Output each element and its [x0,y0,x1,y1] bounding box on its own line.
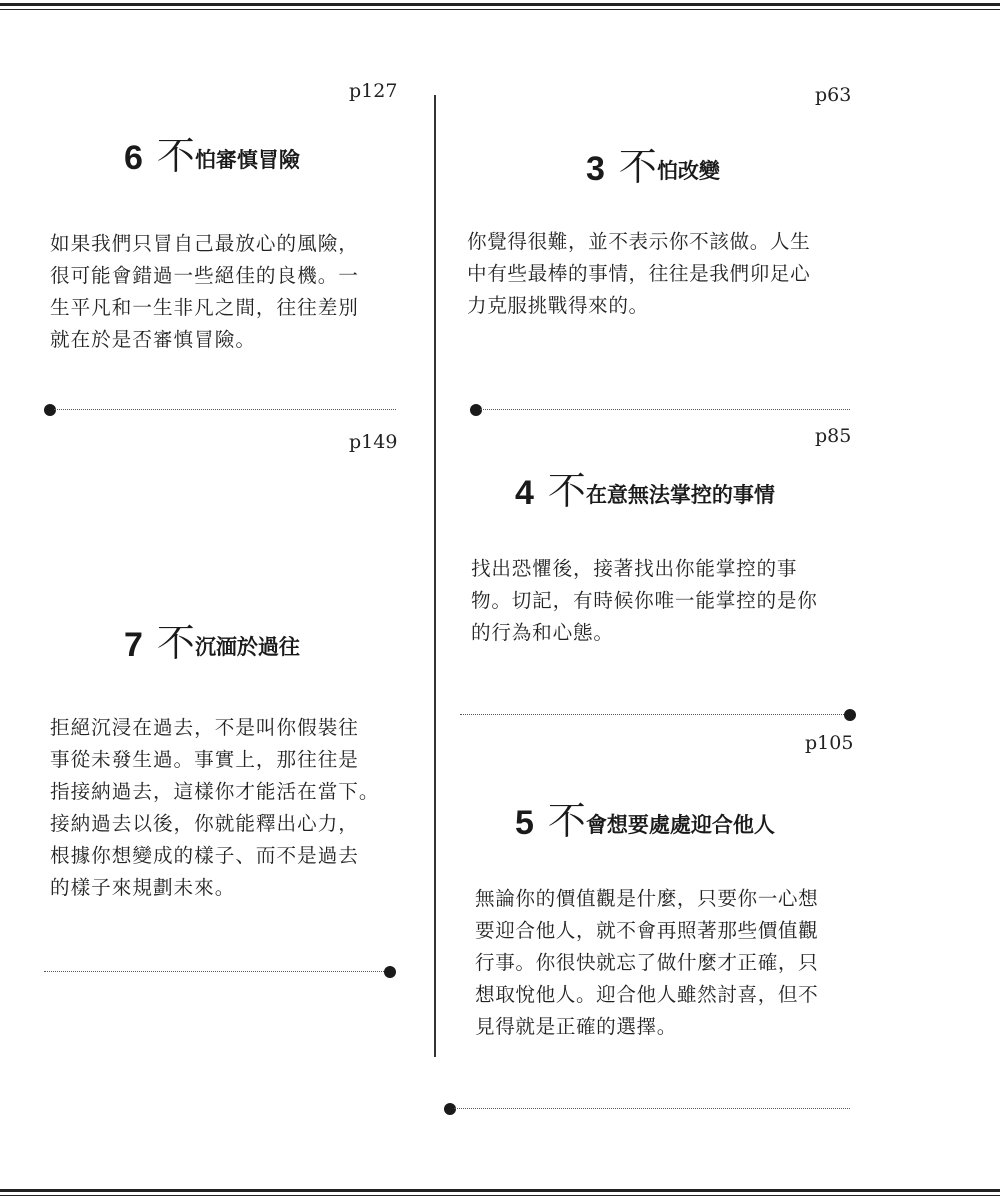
bottom-border [0,1189,1000,1196]
dotted-line [454,1108,850,1109]
heading-number: 6 [124,139,143,177]
heading-title: 怕改變 [656,159,720,183]
body-line: 你覺得很難，並不表示你不該做。人生 [467,230,811,253]
body-5 [475,883,875,1043]
bullet-dot [470,404,482,416]
dotted-line [54,409,396,410]
heading-bu: 不 [156,621,195,665]
heading-title: 在意無法掌控的事情 [585,483,775,507]
dotted-separator [460,709,856,721]
body-line: 物。切記，有時候你唯一能掌控的是你 [471,589,818,612]
dotted-separator [44,404,396,416]
body-line: 根據你想變成的樣子、而不是過去 [50,844,359,867]
page-ref-4: p85 [815,425,852,447]
body-line: 找出恐懼後，接著找出你能掌控的事 [471,557,798,580]
body-line: 接納過去以後，你就能釋出心力， [50,812,359,835]
heading-bu: 不 [156,134,195,178]
heading-bu: 不 [618,145,657,189]
page-ref-5: p105 [805,732,854,754]
heading-title: 怕審慎冒險 [194,148,300,172]
heading-title: 會想要處處迎合他人 [585,813,775,837]
body-line: 指接納過去，這樣你才能活在當下。 [50,780,380,803]
body-line: 見得就是正確的選擇。 [475,1015,677,1038]
body-line: 要迎合他人，就不會再照著那些價值觀 [475,919,819,942]
heading-title: 沉湎於過往 [194,635,300,659]
heading-bu: 不 [547,799,586,843]
body-line: 力克服挑戰得來的。 [467,294,649,317]
body-3 [467,226,867,322]
heading-number: 4 [515,474,534,512]
body-line: 想取悅他人。迎合他人雖然討喜，但不 [475,983,819,1006]
dotted-line [460,714,846,715]
bullet-dot [384,966,396,978]
body-6 [50,228,396,356]
heading-bu: 不 [547,469,586,513]
bullet-dot [844,709,856,721]
dotted-separator [470,404,850,416]
dotted-separator [44,966,396,978]
body-line: 的樣子來規劃未來。 [50,876,236,899]
heading-3 [586,145,720,189]
body-line: 如果我們只冒自己最放心的風險， [50,232,359,255]
dotted-line [44,971,386,972]
page-ref-7: p149 [349,431,398,453]
bullet-dot [444,1103,456,1115]
column-divider [434,95,436,1057]
heading-4 [515,469,775,513]
dotted-line [480,409,850,410]
heading-6 [124,134,300,178]
body-7 [50,712,410,904]
page-ref-3: p63 [815,84,852,106]
body-line: 很可能會錯過一些絕佳的良機。一 [50,264,359,287]
body-line: 的行為和心態。 [471,621,614,644]
heading-number: 7 [124,626,143,664]
body-4 [471,553,871,649]
dotted-separator [444,1103,850,1115]
body-line: 拒絕沉浸在過去，不是叫你假裝往 [50,716,359,739]
body-line: 生平凡和一生非凡之間，往往差別 [50,296,359,319]
body-line: 事從未發生過。事實上，那往往是 [50,748,359,771]
body-line: 就在於是否審慎冒險。 [50,328,256,351]
page-ref-6: p127 [349,80,398,102]
body-line: 無論你的價值觀是什麼，只要你一心想 [475,887,819,910]
heading-number: 3 [586,150,605,188]
top-border [0,3,1000,10]
heading-7 [124,621,300,665]
body-line: 中有些最棒的事情，往往是我們卯足心 [467,262,811,285]
bullet-dot [44,404,56,416]
body-line: 行事。你很快就忘了做什麼才正確，只 [475,951,819,974]
heading-number: 5 [515,804,534,842]
heading-5 [515,799,775,843]
